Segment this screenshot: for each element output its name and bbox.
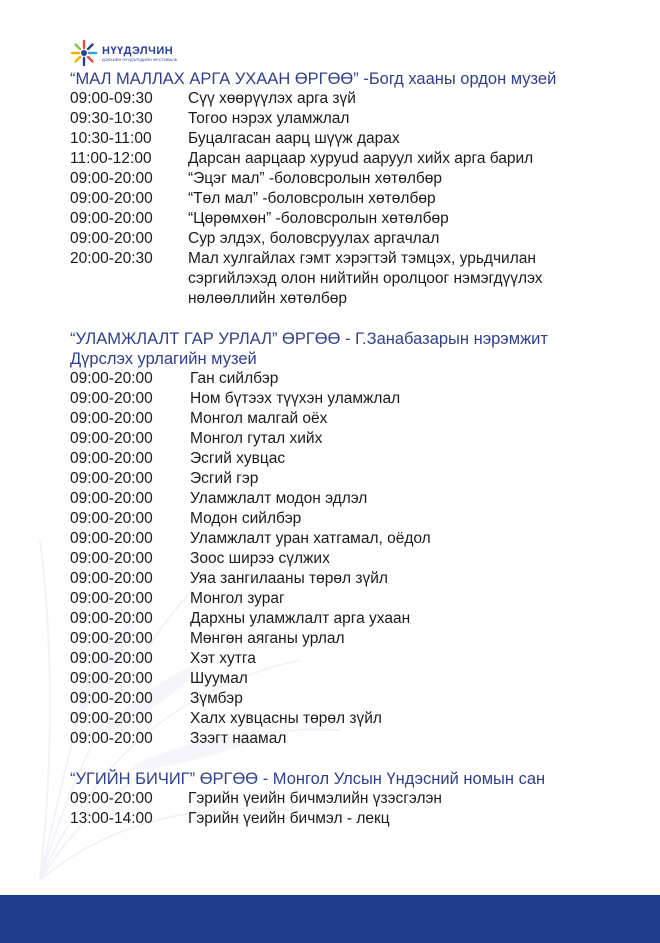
section-genealogy-records xyxy=(70,769,590,829)
time-slot: 09:00-20:00 xyxy=(70,650,153,667)
time-slot: 09:00-20:00 xyxy=(70,730,153,747)
time-slot: 09:00-20:00 xyxy=(70,610,153,627)
logo-text xyxy=(102,45,177,62)
schedule-row xyxy=(70,389,590,409)
time-slot: 09:30-10:30 xyxy=(70,110,153,127)
time-slot: 09:00-20:00 xyxy=(70,690,153,707)
schedule-row xyxy=(70,509,590,529)
time-slot: 09:00-20:00 xyxy=(70,590,153,607)
activity-title: Мал хулгайлах гэмт хэрэгтэй тэмцэх, урьдчилан сэргийлэхэд олон нийтийн оролцоог нэмэгдүүлэх нөлөөллийн хөтөлбөр xyxy=(188,250,543,307)
schedule-row xyxy=(70,649,590,669)
schedule-row xyxy=(70,489,590,509)
festival-logo xyxy=(70,38,177,68)
activity-title: Шуумал xyxy=(190,670,248,687)
activity-title: Уяа зангилааны төрөл зүйл xyxy=(190,570,388,587)
time-slot: 09:00-20:00 xyxy=(70,230,153,247)
activity-title: Тогоо нэрэх уламжлал xyxy=(188,110,350,127)
time-slot: 11:00-12:00 xyxy=(70,150,152,167)
time-slot: 09:00-20:00 xyxy=(70,430,153,447)
schedule-row xyxy=(70,609,590,629)
activity-title: Халх хувцасны төрөл зүйл xyxy=(190,710,382,727)
time-slot: 09:00-20:00 xyxy=(70,670,153,687)
logo-subtitle: ДЭЛХИЙН НҮҮДЭЛЧДИЙН ФЕСТИВАЛЬ xyxy=(102,56,178,62)
time-slot: 09:00-20:00 xyxy=(70,190,153,207)
time-slot: 09:00-20:00 xyxy=(70,630,153,647)
schedule-row xyxy=(70,249,590,309)
time-slot: 09:00-09:30 xyxy=(70,90,153,107)
activity-title: Уламжлалт модон эдлэл xyxy=(190,490,368,507)
schedule-row xyxy=(70,449,590,469)
time-slot: 09:00-20:00 xyxy=(70,210,153,227)
logo-name: НҮҮДЭЛЧИН xyxy=(102,44,174,57)
time-slot: 09:00-20:00 xyxy=(70,170,153,187)
activity-title: Зээгт наамал xyxy=(190,730,287,747)
schedule-row xyxy=(70,629,590,649)
activity-title: Монгол малгай оёх xyxy=(190,410,328,427)
time-slot: 09:00-20:00 xyxy=(70,470,153,487)
time-slot: 09:00-20:00 xyxy=(70,370,153,387)
schedule-row xyxy=(70,209,590,229)
schedule-row xyxy=(70,469,590,489)
time-slot: 09:00-20:00 xyxy=(70,550,153,567)
activity-title: Сүү хөөрүүлэх арга зүй xyxy=(188,90,356,107)
schedule-row xyxy=(70,409,590,429)
schedule-row xyxy=(70,169,590,189)
time-slot: 13:00-14:00 xyxy=(70,810,153,827)
time-slot: 09:00-20:00 xyxy=(70,390,153,407)
section-livestock-ger xyxy=(70,69,590,309)
activity-title: Буцалгасан аарц шүүж дарах xyxy=(188,130,400,147)
activity-title: Гэрийн үеийн бичмэл - лекц xyxy=(188,810,390,827)
activity-title: Эсгий гэр xyxy=(190,470,259,487)
time-slot: 09:00-20:00 xyxy=(70,450,153,467)
section-heading: “УЛАМЖЛАЛТ ГАР УРЛАЛ” ӨРГӨӨ - Г.Занабазарын нэрэмжит Дүрслэх урлагийн музей xyxy=(70,330,548,368)
sun-emblem-icon xyxy=(70,39,98,67)
schedule-row xyxy=(70,569,590,589)
schedule-row xyxy=(70,189,590,209)
time-slot: 09:00-20:00 xyxy=(70,410,153,427)
schedule-row xyxy=(70,369,590,389)
activity-title: Ган сийлбэр xyxy=(190,370,279,387)
activity-title: Эсгий хувцас xyxy=(190,450,286,467)
time-slot: 09:00-20:00 xyxy=(70,790,153,807)
schedule-row xyxy=(70,789,590,809)
time-slot: 09:00-20:00 xyxy=(70,570,153,587)
activity-title: Монгол гутал хийх xyxy=(190,430,323,447)
activity-title: “Эцэг мал” -боловсролын хөтөлбөр xyxy=(188,170,443,187)
activity-title: Гэрийн үеийн бичмэлийн үзэсгэлэн xyxy=(188,790,442,807)
schedule-row xyxy=(70,529,590,549)
schedule-row xyxy=(70,669,590,689)
schedule-row xyxy=(70,589,590,609)
schedule-content xyxy=(70,69,590,849)
schedule-row xyxy=(70,229,590,249)
time-slot: 10:30-11:00 xyxy=(70,130,152,147)
activity-title: Дархны уламжлалт арга ухаан xyxy=(190,610,411,627)
time-slot: 09:00-20:00 xyxy=(70,710,153,727)
activity-title: Модон сийлбэр xyxy=(190,510,302,527)
activity-title: Монгол зураг xyxy=(190,590,285,607)
activity-title: “Цөрөмхөн” -боловсролын хөтөлбөр xyxy=(188,210,449,227)
section-traditional-crafts xyxy=(70,329,590,749)
schedule-row xyxy=(70,89,590,109)
time-slot: 09:00-20:00 xyxy=(70,530,153,547)
activity-title: Мөнгөн аяганы урлал xyxy=(190,630,345,647)
schedule-row xyxy=(70,709,590,729)
activity-title: Зүмбэр xyxy=(190,690,243,707)
footer-band xyxy=(0,895,660,943)
time-slot: 09:00-20:00 xyxy=(70,490,153,507)
schedule-row xyxy=(70,429,590,449)
schedule-row xyxy=(70,729,590,749)
activity-title: Уламжлалт уран хатгамал, оёдол xyxy=(190,530,431,547)
time-slot: 20:00-20:30 xyxy=(70,250,153,267)
schedule-row xyxy=(70,129,590,149)
schedule-row xyxy=(70,549,590,569)
activity-title: Зоос ширээ сүлжих xyxy=(190,550,330,567)
activity-title: “Төл мал” -боловсролын хөтөлбөр xyxy=(188,190,436,207)
section-heading: “УГИЙН БИЧИГ” ӨРГӨӨ - Монгол Улсын Үндэсний номын сан xyxy=(70,770,546,788)
schedule-row xyxy=(70,689,590,709)
activity-title: Хэт хутга xyxy=(190,650,256,667)
schedule-row xyxy=(70,149,590,169)
activity-title: Дарсан аарцаар хуруud ааруул хийх арга барил xyxy=(188,150,534,167)
activity-title: Ном бүтээх түүхэн уламжлал xyxy=(190,390,401,407)
activity-title: Сур элдэх, боловсруулах аргачлал xyxy=(188,230,440,247)
schedule-row xyxy=(70,109,590,129)
section-heading: “МАЛ МАЛЛАХ АРГА УХААН ӨРГӨӨ” -Богд хааны ордон музей xyxy=(70,70,557,88)
time-slot: 09:00-20:00 xyxy=(70,510,153,527)
schedule-row xyxy=(70,809,590,829)
